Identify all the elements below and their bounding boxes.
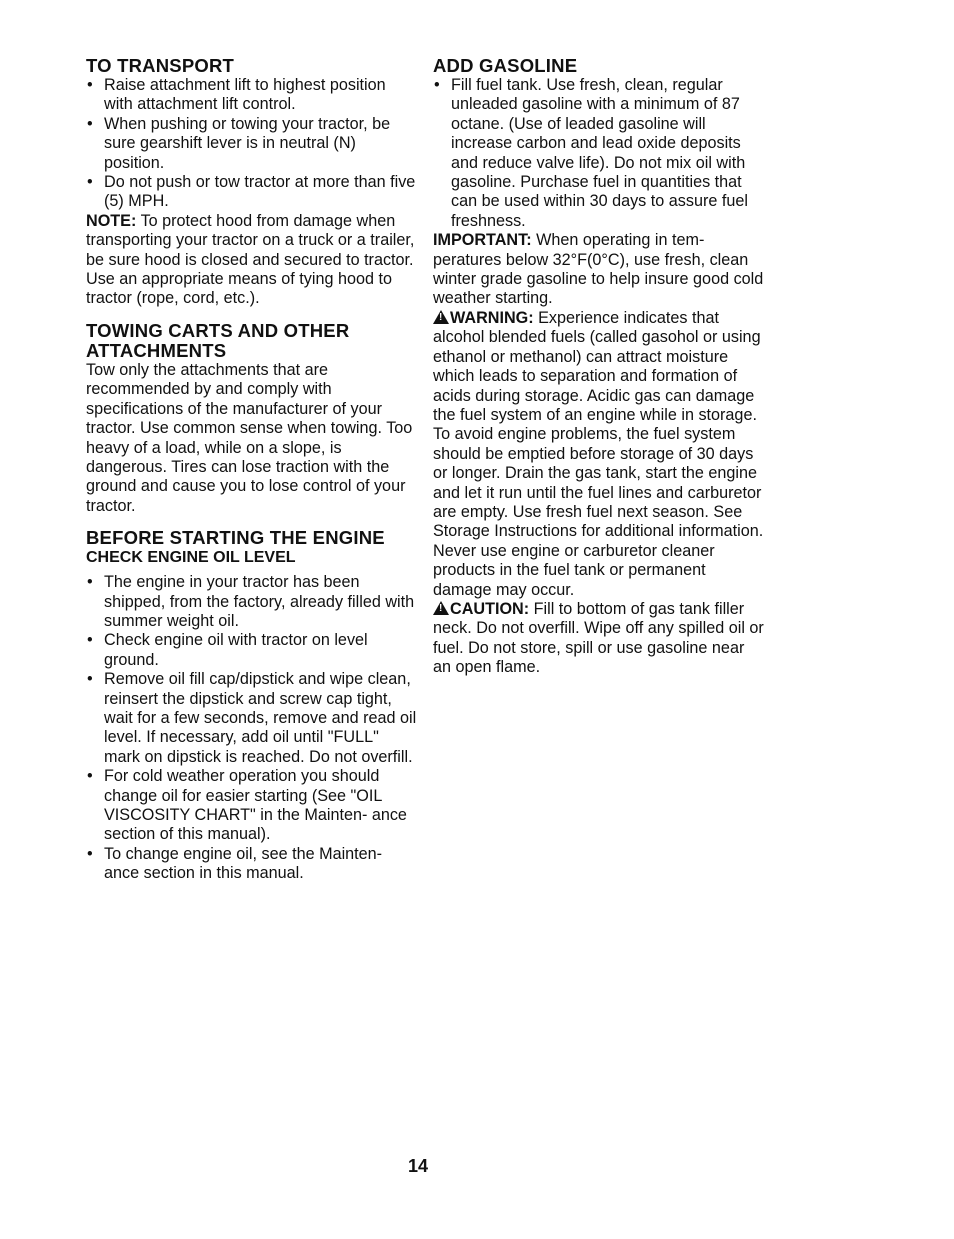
towing-paragraph: Tow only the attachments that are recommended by and comply with specifications of the manufacturer of your tractor. Use common sense when towing. Too heavy of a load, while on a slope, is dangerous. Tires can lose traction with the ground and cause you to lose control of your tractor. (86, 360, 413, 515)
list-item: • Raise attachment lift to highest position with attachment lift control. (86, 76, 418, 115)
list-item: • For cold weather operation you should change oil for easier starting (See "OIL VISCOSITY CHART" in the Mainten- ance section of this manual). (86, 767, 418, 845)
list-item: • Check engine oil with tractor on level ground. (86, 631, 418, 670)
caution-paragraph (433, 600, 765, 678)
page-number: 14 (408, 1156, 429, 1176)
list-item: • Remove oil fill cap/dipstick and wipe clean, reinsert the dipstick and screw cap tight, wait for a few seconds, remove and read oil level. If necessary, add oil until "FULL" mark on dipstick is reached. Do not overfill. (86, 670, 418, 767)
heading-towing: TOWING CARTS AND OTHER ATTACHMENTS (86, 319, 350, 361)
right-column (433, 56, 765, 678)
warning-triangle-icon (433, 310, 449, 324)
important-label: IMPORTANT: (433, 231, 532, 250)
list-item: • The engine in your tractor has been shipped, from the factory, already filled with summer weight oil. (86, 573, 418, 631)
list-item: • When pushing or towing your tractor, be sure gearshift lever is in neutral (N) position. (86, 115, 418, 173)
caution-text: Fill to bottom of gas tank filler neck. Do not overfill. Wipe off any spilled oil or fuel. Do not store, spill or use gasoline near an open flame. (433, 599, 764, 677)
heading-add-gasoline: ADD GASOLINE (433, 55, 578, 76)
caution-triangle-icon (433, 601, 449, 615)
list-item: • Fill fuel tank. Use fresh, clean, regular unleaded gasoline with a minimum of 87 octane. (Use of leaded gasoline will increase carbon and lead oxide deposits and reduce valve life). Do not mix oil with gasoline. Purchase fuel in quantities that can be used within 30 days to assure fuel freshness. (433, 76, 765, 231)
important-text: When operating in tem- peratures below 32°F(0°C), use fresh, clean winter grade gasoline to help insure good cold weather starting. (433, 231, 764, 308)
note-paragraph (86, 212, 418, 309)
note-text: To protect hood from damage when transporting your tractor on a truck or a trailer, be sure hood is closed and secured to tractor. Use an appropriate means of tying hood to tractor (rope, cord, etc.). (86, 211, 415, 308)
oil-check-list (86, 573, 418, 884)
heading-before-starting: BEFORE STARTING THE ENGINE (86, 527, 385, 549)
warning-paragraph (433, 309, 765, 600)
important-paragraph (433, 231, 765, 309)
note-label: NOTE: (86, 211, 137, 230)
caution-label: CAUTION: (450, 599, 530, 618)
subheading-check-oil: CHECK ENGINE OIL LEVEL (86, 549, 296, 567)
heading-to-transport: TO TRANSPORT (86, 55, 235, 76)
transport-list (86, 76, 418, 212)
gasoline-list (433, 76, 765, 231)
list-item: • To change engine oil, see the Mainten- ance section in this manual. (86, 845, 418, 884)
left-column (86, 56, 418, 884)
warning-label: WARNING: (450, 308, 534, 327)
list-item: • Do not push or tow tractor at more than five (5) MPH. (86, 173, 418, 212)
warning-text: Experience indicates that alcohol blended fuels (called gasohol or using ethanol or methanol) can attract moisture which leads to separation and formation of acids during storage. Acidic gas can damage the fuel system of an engine while in storage. To avoid engine problems, the fuel system should be emptied before storage of 30 days or longer. Drain the gas tank, start the engine and let it run until the fuel lines and carburetor are empty. Use fresh fuel next season. See Storage Instructions for additional information. Never use engine or carburetor cleaner products in the fuel tank or permanent damage may occur. (433, 308, 764, 599)
